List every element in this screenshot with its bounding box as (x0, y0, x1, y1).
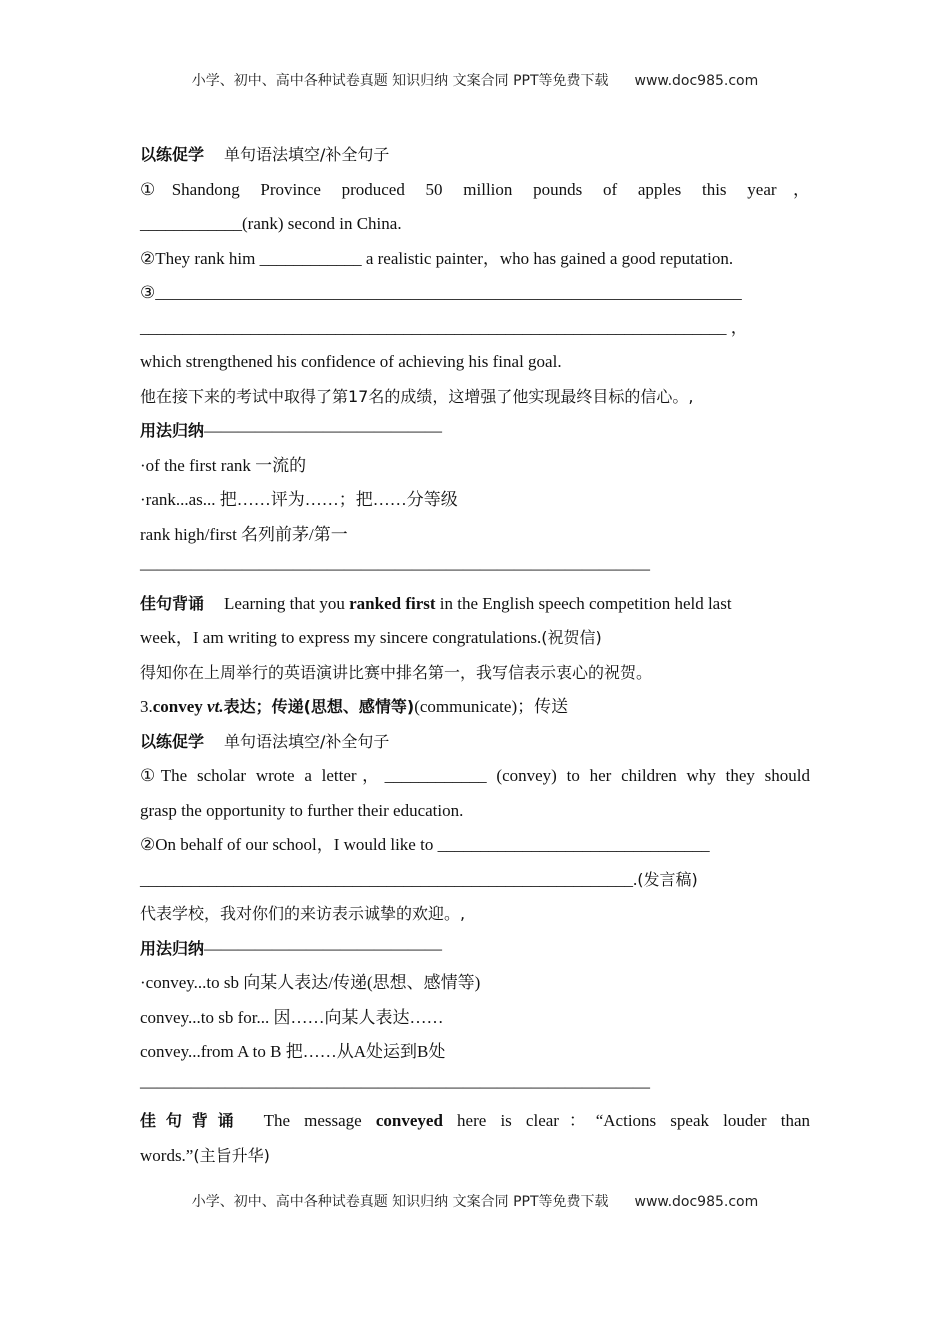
usage-label: 用法归纳 (140, 938, 205, 958)
good-sentence-tag: (主旨升华) (193, 1145, 270, 1165)
usage-item: rank high/first 名列前茅/第一 (140, 524, 348, 544)
question-1-line-1: ①The scholar wrote a letter，____________ (convey) to her children why they should (140, 766, 810, 785)
usage-item: convey...from A to B 把……从A处运到B处 (140, 1042, 446, 1061)
question-3-line-3: which strengthened his confidence of achieving his final goal. (140, 352, 562, 371)
good-sentence-tag: (祝贺信) (541, 628, 602, 647)
question-1-line-2: ____________(rank) second in China. (140, 214, 402, 233)
usage-end-rule: —————————————————————————————— (140, 559, 650, 578)
practice-heading-1 (140, 138, 810, 173)
good-sentence-keyword: conveyed (375, 1111, 443, 1130)
question-2-tag: (发言稿) (637, 869, 698, 889)
question-1-line-1: ①Shandong Province produced 50 million pounds of apples this year， (140, 179, 810, 199)
vocab-meaning-rest: (communicate)；传送 (414, 697, 569, 716)
vocab-meaning: 表达；传递(思想、感情等) (223, 697, 415, 716)
good-sentence-text: in the English speech competition held last (435, 593, 732, 613)
practice-title: 单句语法填空/补全句子 (224, 145, 390, 164)
good-sentence-1-chinese: 得知你在上周举行的英语演讲比赛中排名第一，我写信表示衷心的祝贺。 (140, 662, 653, 682)
page-header (0, 70, 950, 90)
page-footer (0, 1191, 950, 1211)
question-2-line-1: ②On behalf of our school，I would like to ________________________________ (140, 835, 710, 854)
question-2-chinese: 代表学校，我对你们的来访表示诚挚的欢迎。, (140, 904, 466, 923)
vocab-number: 3. (140, 697, 153, 716)
question-2: ②They rank him ____________ a realistic painter，who has gained a good reputation. (140, 248, 734, 268)
question-3-chinese: 他在接下来的考试中取得了第17名的成绩，这增强了他实现最终目标的信心。, (140, 386, 694, 406)
good-sentence-1-line-1 (140, 587, 810, 622)
question-2-blank: __________________________________________________________. (140, 869, 638, 889)
document-body (140, 138, 810, 1173)
good-sentence-text: words.” (140, 1145, 194, 1165)
vocab-pos: vt. (207, 697, 224, 716)
usage-item: ·of the first rank 一流的 (140, 455, 307, 475)
question-3-line-2: _____________________________________________________________________ ， (140, 317, 748, 337)
usage-label: 用法归纳 (140, 421, 205, 440)
good-sentence-2-line-1 (140, 1104, 810, 1139)
header-site: www.doc985.com (634, 73, 759, 89)
question-3-line-1: ③_____________________________________________________________________ (140, 283, 742, 302)
usage-dash: —————————————— (204, 421, 443, 440)
vocab-heading-convey (140, 690, 810, 725)
good-sentence-text: Learning that you (224, 593, 350, 613)
usage-item: ·convey...to sb 向某人表达/传递(思想、感情等) (140, 973, 481, 992)
header-text: 小学、初中、高中各种试卷真题 知识归纳 文案合同 PPT等免费下载 (191, 73, 609, 89)
good-sentence-keyword: ranked first (349, 593, 436, 613)
usage-heading-1 (140, 414, 810, 449)
question-2-line-2 (140, 863, 810, 898)
practice-label: 以练促学 (140, 731, 205, 751)
usage-heading-2 (140, 932, 810, 967)
usage-end-rule: —————————————————————————————— (140, 1076, 650, 1096)
usage-item: convey...to sb for... 因……向某人表达…… (140, 1007, 444, 1027)
usage-item: ·rank...as... 把……评为……；把……分等级 (140, 490, 458, 509)
footer-site: www.doc985.com (634, 1194, 759, 1210)
vocab-word: convey (152, 697, 203, 716)
practice-title: 单句语法填空/补全句子 (224, 731, 390, 751)
question-1-line-2: grasp the opportunity to further their education. (140, 800, 464, 820)
good-sentence-text: The message (263, 1111, 376, 1130)
good-sentence-text: here is clear：“Actions speak louder than (442, 1111, 810, 1130)
good-sentence-1-line-2 (140, 621, 810, 656)
practice-heading-2 (140, 725, 810, 760)
good-sentence-label: 佳句背诵 (140, 1111, 244, 1130)
good-sentence-label: 佳句背诵 (140, 593, 205, 613)
footer-text: 小学、初中、高中各种试卷真题 知识归纳 文案合同 PPT等免费下载 (191, 1194, 609, 1210)
usage-dash: —————————————— (204, 938, 443, 958)
practice-label: 以练促学 (140, 145, 205, 164)
good-sentence-2-line-2 (140, 1139, 810, 1174)
good-sentence-text: week，I am writing to express my sincere congratulations. (140, 628, 542, 647)
